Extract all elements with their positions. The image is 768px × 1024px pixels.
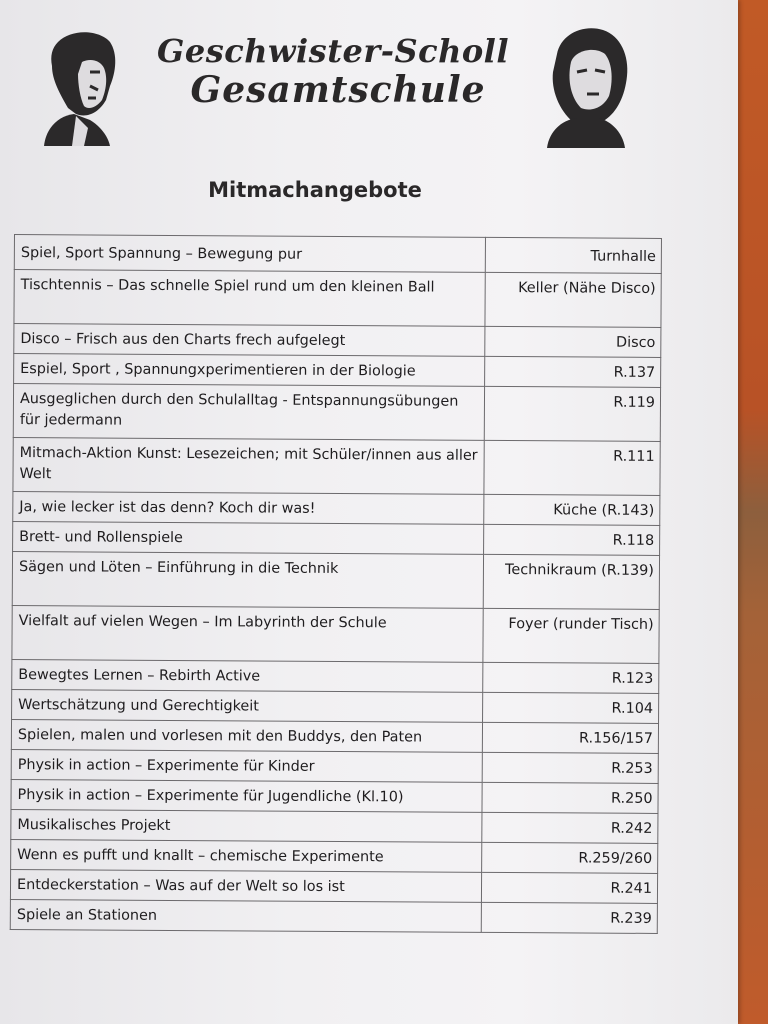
activities-table <box>10 234 662 934</box>
room-cell: R.156/157 <box>482 722 658 753</box>
room-cell: R.242 <box>482 812 658 843</box>
room-cell: Küche (R.143) <box>484 494 660 525</box>
table-row <box>11 749 658 783</box>
school-header <box>38 22 638 152</box>
school-name-line2: Gesamtschule <box>190 68 486 111</box>
portrait-right-image <box>543 24 631 148</box>
room-cell: R.111 <box>484 440 660 495</box>
table-row <box>12 689 659 723</box>
table-row <box>10 869 657 903</box>
activity-cell: Entdeckerstation – Was auf der Welt so los ist <box>10 869 481 902</box>
room-cell: R.104 <box>483 692 659 723</box>
school-name-line1: Geschwister-Scholl <box>157 32 509 70</box>
activity-cell: Brett- und Rollenspiele <box>13 521 484 554</box>
table-row <box>12 659 659 693</box>
table-row <box>14 324 661 358</box>
activity-cell: Ja, wie lecker ist das denn? Koch dir was! <box>13 491 484 524</box>
room-cell: Foyer (runder Tisch) <box>483 608 659 663</box>
document-title: Mitmachangebote <box>208 178 422 202</box>
activity-cell: Espiel, Sport , Spannungxperimentieren in der Biologie <box>14 354 485 387</box>
activity-cell: Wertschätzung und Gerechtigkeit <box>12 689 483 722</box>
table-row <box>12 551 659 609</box>
table-row <box>14 235 661 274</box>
room-cell: R.259/260 <box>482 842 658 873</box>
activity-cell: Spielen, malen und vorlesen mit den Buddys, den Paten <box>11 719 482 752</box>
room-cell: R.137 <box>485 356 661 387</box>
room-cell: Technikraum (R.139) <box>483 554 659 609</box>
activity-cell: Spiel, Sport Spannung – Bewegung pur <box>14 235 485 273</box>
room-cell: R.119 <box>484 386 660 441</box>
activity-cell: Physik in action – Experimente für Kinder <box>11 749 482 782</box>
table-row <box>12 605 659 663</box>
table-row <box>11 779 658 813</box>
room-cell: Turnhalle <box>485 237 661 273</box>
table-row <box>11 839 658 873</box>
room-cell: R.250 <box>482 782 658 813</box>
activity-cell: Mitmach-Aktion Kunst: Lesezeichen; mit Schüler/innen aus aller Welt <box>13 437 484 494</box>
activity-cell: Disco – Frisch aus den Charts frech aufgelegt <box>14 324 485 357</box>
room-cell: R.253 <box>482 752 658 783</box>
activity-cell: Musikalisches Projekt <box>11 809 482 842</box>
table-row <box>10 899 657 933</box>
activity-cell: Tischtennis – Das schnelle Spiel rund um den kleinen Ball <box>14 270 485 327</box>
room-cell: R.118 <box>484 524 660 555</box>
table-row <box>13 521 660 555</box>
activity-cell: Bewegtes Lernen – Rebirth Active <box>12 659 483 692</box>
table-row <box>14 354 661 388</box>
room-cell: R.123 <box>483 662 659 693</box>
activity-cell: Wenn es pufft und knallt – chemische Experimente <box>11 839 482 872</box>
portrait-left-image <box>38 28 128 146</box>
room-cell: Disco <box>485 326 661 357</box>
room-cell: R.241 <box>481 872 657 903</box>
table-row <box>13 437 660 495</box>
activity-cell: Physik in action – Experimente für Jugendliche (Kl.10) <box>11 779 482 812</box>
table-row <box>13 384 660 442</box>
activity-cell: Vielfalt auf vielen Wegen – Im Labyrinth der Schule <box>12 605 483 662</box>
activity-cell: Sägen und Löten – Einführung in die Technik <box>12 551 483 608</box>
activity-cell: Spiele an Stationen <box>10 899 481 932</box>
school-name <box>128 34 538 110</box>
table-row <box>11 719 658 753</box>
table-row <box>11 809 658 843</box>
room-cell: Keller (Nähe Disco) <box>485 272 661 327</box>
room-cell: R.239 <box>481 902 657 933</box>
table-row <box>14 270 661 328</box>
activity-cell: Ausgeglichen durch den Schulalltag - Entspannungsübungen für jedermann <box>13 384 484 441</box>
table-row <box>13 491 660 525</box>
